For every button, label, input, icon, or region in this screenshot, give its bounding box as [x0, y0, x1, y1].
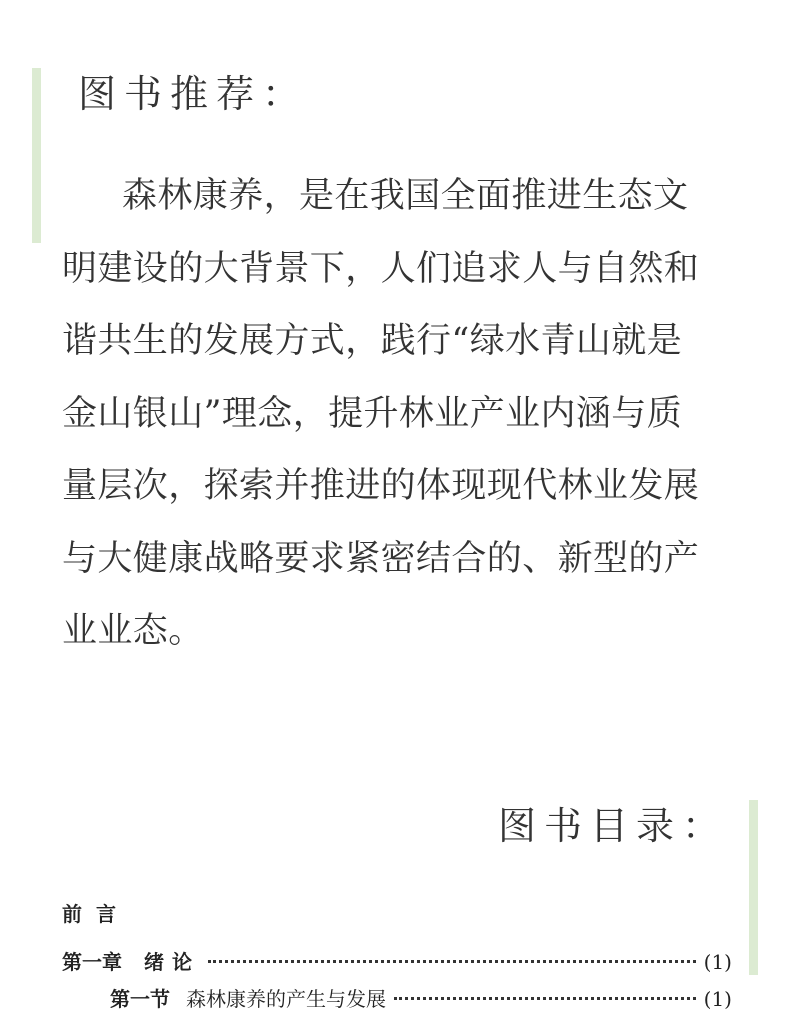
table-of-contents-heading: 图书目录： — [497, 804, 728, 848]
intro-line: 明建设的大背景下，人们追求人与自然和 — [62, 248, 700, 289]
book-introduction — [62, 160, 748, 668]
intro-line: 量层次，探索并推进的体现现代林业发展 — [62, 466, 700, 506]
toc-preface[interactable]: 前言 — [62, 902, 130, 926]
intro-line: 业业态。 — [62, 611, 204, 651]
toc-section-label: 第一节 — [110, 987, 170, 1011]
toc-section-page: (1) — [703, 987, 732, 1011]
toc-chapter-page: (1) — [703, 950, 732, 974]
toc-chapter-label: 第一章 — [62, 950, 122, 974]
intro-line: 与大健康战略要求紧密结合的、新型的产 — [62, 538, 700, 579]
toc-dot-leader — [394, 997, 696, 1000]
accent-bar-right — [749, 800, 758, 975]
intro-line: 谐共生的发展方式，践行“绿水青山就是 — [62, 321, 683, 361]
toc-section-entry[interactable] — [62, 983, 732, 1012]
toc-chapter-title: 绪论 — [144, 950, 200, 974]
toc-section-title: 森林康养的产生与发展 — [186, 987, 386, 1011]
toc-chapter-entry[interactable] — [62, 946, 732, 975]
intro-line: 森林康养，是在我国全面推进生态文 — [122, 176, 689, 216]
accent-bar-left — [32, 68, 41, 243]
intro-line: 金山银山”理念，提升林业产业内涵与质 — [62, 393, 683, 434]
toc-dot-leader — [208, 960, 696, 963]
book-recommendation-heading: 图书推荐： — [78, 72, 309, 116]
